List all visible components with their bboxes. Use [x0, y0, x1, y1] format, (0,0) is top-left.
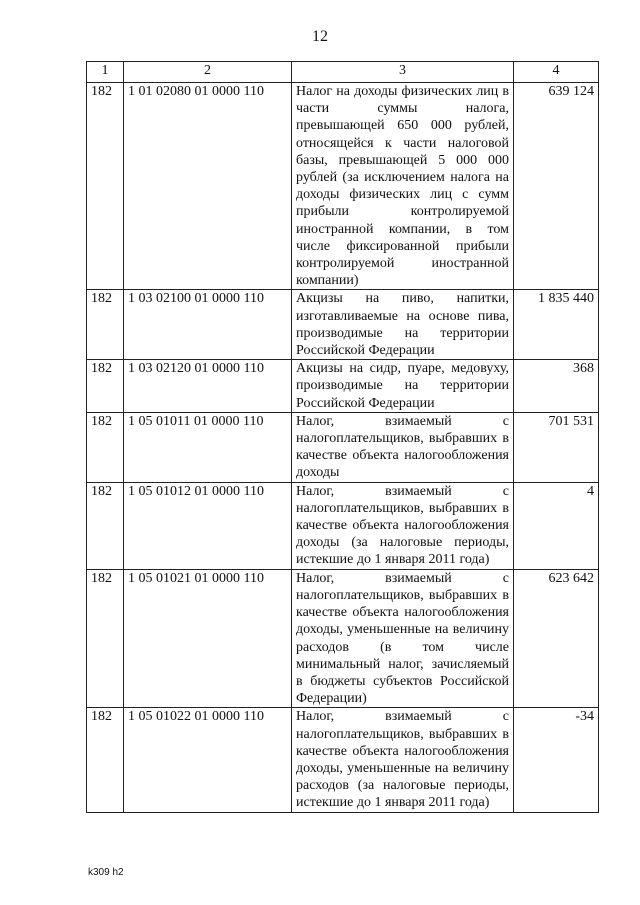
table-row — [87, 360, 599, 413]
amount-cell: 639 124 — [514, 83, 599, 290]
table-row — [87, 412, 599, 482]
admin-code-cell: 182 — [87, 290, 124, 360]
page-number: 12 — [312, 28, 328, 45]
column-header-3: 3 — [292, 62, 514, 83]
table-header-row — [87, 62, 599, 83]
revenue-name-cell: Налог, взимаемый с налогоплательщиков, выбравших в качестве объекта налогообложения доходы — [292, 412, 514, 482]
revenue-name-cell: Акцизы на сидр, пуаре, медовуху, производимые на территории Российской Федерации — [292, 360, 514, 413]
revenue-name-cell: Акцизы на пиво, напитки, изготавливаемые на основе пива, производимые на территории Российской Федерации — [292, 290, 514, 360]
table-row — [87, 569, 599, 708]
amount-cell: -34 — [514, 708, 599, 812]
table-row — [87, 482, 599, 569]
table-row — [87, 708, 599, 812]
footer-code: k309 h2 — [88, 867, 124, 878]
kbk-code-cell: 1 01 02080 01 0000 110 — [124, 83, 292, 290]
kbk-code-cell: 1 03 02100 01 0000 110 — [124, 290, 292, 360]
column-header-1: 1 — [87, 62, 124, 83]
admin-code-cell: 182 — [87, 360, 124, 413]
table-row — [87, 83, 599, 290]
amount-cell: 701 531 — [514, 412, 599, 482]
column-header-4: 4 — [514, 62, 599, 83]
amount-cell: 623 642 — [514, 569, 599, 708]
table-row — [87, 290, 599, 360]
column-header-2: 2 — [124, 62, 292, 83]
admin-code-cell: 182 — [87, 412, 124, 482]
admin-code-cell: 182 — [87, 569, 124, 708]
admin-code-cell: 182 — [87, 708, 124, 812]
amount-cell: 1 835 440 — [514, 290, 599, 360]
revenue-table — [86, 61, 599, 813]
amount-cell: 4 — [514, 482, 599, 569]
kbk-code-cell: 1 05 01011 01 0000 110 — [124, 412, 292, 482]
revenue-name-cell: Налог, взимаемый с налогоплательщиков, выбравших в качестве объекта налогообложения доходы, уменьшенные на величину расходов (в том числе минимальный налог, зачисляемый в бюджеты субъектов Российской Федерации) — [292, 569, 514, 708]
revenue-name-cell: Налог, взимаемый с налогоплательщиков, выбравших в качестве объекта налогообложения доходы (за налоговые периоды, истекшие до 1 января 2011 года) — [292, 482, 514, 569]
admin-code-cell: 182 — [87, 83, 124, 290]
kbk-code-cell: 1 05 01022 01 0000 110 — [124, 708, 292, 812]
admin-code-cell: 182 — [87, 482, 124, 569]
kbk-code-cell: 1 05 01012 01 0000 110 — [124, 482, 292, 569]
amount-cell: 368 — [514, 360, 599, 413]
revenue-name-cell: Налог на доходы физических лиц в части суммы налога, превышающей 650 000 рублей, относящейся к части налоговой базы, превышающей 5 000 000 рублей (за исключением налога на доходы физических лиц с сумм прибыли контролируемой иностранной компании, в том числе фиксированной прибыли контролируемой иностранной компании) — [292, 83, 514, 290]
revenue-name-cell: Налог, взимаемый с налогоплательщиков, выбравших в качестве объекта налогообложения доходы, уменьшенные на величину расходов (за налоговые периоды, истекшие до 1 января 2011 года) — [292, 708, 514, 812]
kbk-code-cell: 1 05 01021 01 0000 110 — [124, 569, 292, 708]
kbk-code-cell: 1 03 02120 01 0000 110 — [124, 360, 292, 413]
